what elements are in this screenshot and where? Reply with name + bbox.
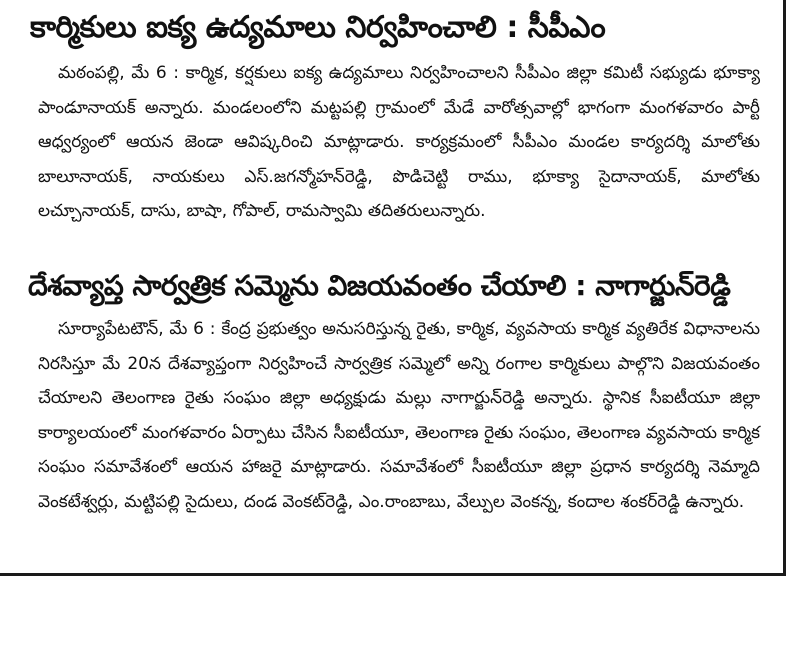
article-1-dateline: మఠంపల్లి, మే 6 :: [58, 63, 180, 83]
article-2-body: [38, 312, 760, 519]
article-2-dateline: సూర్యాపేటటౌన్, మే 6 :: [58, 319, 216, 339]
article-1-headline: కార్మికులు ఐక్య ఉద్యమాలు నిర్వహించాలి : సీపీఎం: [30, 10, 606, 45]
article-1-text: కార్మిక, కర్షకులు ఐక్య ఉద్యమాలు నిర్వహించాలని సీపీఎం జిల్లా కమిటీ సభ్యుడు భూక్యా పాండూనాయక్ అన్నారు. మండలంలోని మట్టపల్లి గ్రామంలో మేడే వారోత్సవాల్లో భాగంగా మంగళవారం పార్టీ ఆధ్వర్యంలో ఆయన జెండా ఆవిష్కరించి మాట్లాడారు. కార్యక్రమంలో సీపీఎం మండల కార్యదర్శి మాలోతు బాలూనాయక్, నాయకులు ఎస్.జగన్మోహన్‌రెడ్డి, పొడిచెట్టి రాము, భూక్యా సైదానాయక్, మాలోతు లచ్చూనాయక్, దాసు, బాషా, గోపాల్, రామస్వామి తదితరులున్నారు.: [38, 63, 760, 221]
article-1-body: [38, 56, 760, 229]
article-2-text: కేంద్ర ప్రభుత్వం అనుసరిస్తున్న రైతు, కార్మిక, వ్యవసాయ కార్మిక వ్యతిరేక విధానాలను నిరసిస్తూ మే 20న దేశవ్యాప్తంగా నిర్వహించే సార్వత్రిక సమ్మెలో అన్ని రంగాల కార్మికులు పాల్గొని విజయవంతం చేయాలని తెలంగాణ రైతు సంఘం జిల్లా అధ్యక్షుడు మల్లు నాగార్జున్‌రెడ్డి అన్నారు. స్థానిక సీఐటీయూ జిల్లా కార్యాలయంలో మంగళవారం ఏర్పాటు చేసిన సీఐటీయూ, తెలంగాణ రైతు సంఘం, తెలంగాణ వ్యవసాయ కార్మిక సంఘం సమావేశంలో ఆయన హాజరై మాట్లాడారు. సమావేశంలో సీఐటీయూ జిల్లా ప్రధాన కార్యదర్శి నెమ్మాది వెంకటేశ్వర్లు, మట్టిపల్లి సైదులు, దండ వెంకట్‌రెడ్డి, ఎం.రాంబాబు, వేల్పుల వెంకన్న, కందాల శంకర్‌రెడ్డి ఉన్నారు.: [38, 319, 761, 512]
article-1: [0, 6, 770, 229]
article-2-headline: దేశవ్యాప్త సార్వత్రిక సమ్మెను విజయవంతం చేయాలి : నాగార్జున్‌రెడ్డి: [28, 269, 731, 302]
article-2: [0, 264, 770, 519]
